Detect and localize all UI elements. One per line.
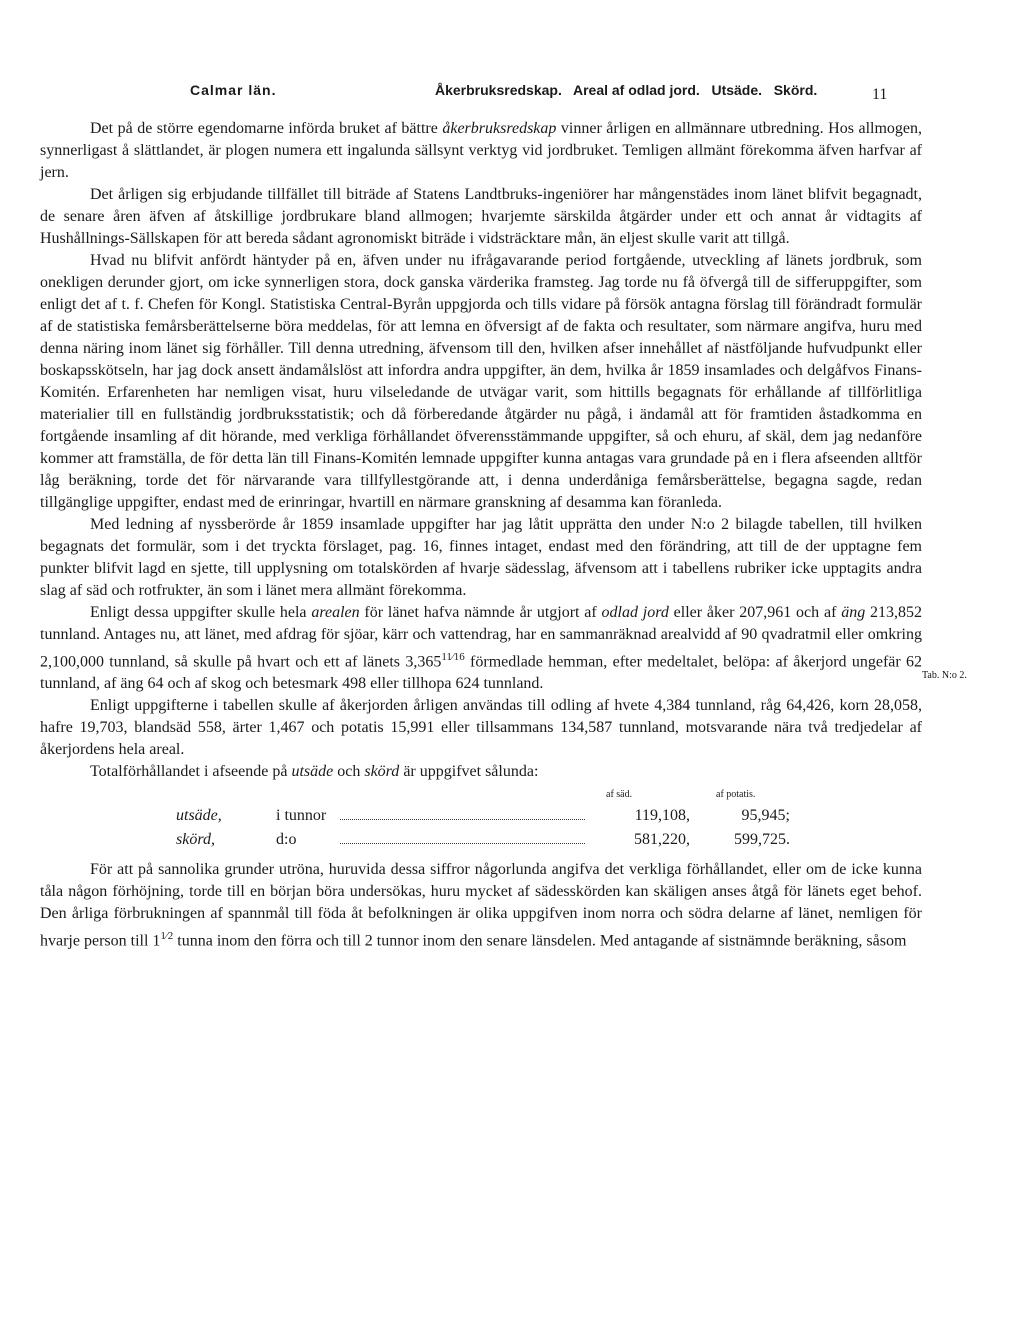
emphasis: äng [841,604,866,621]
emphasis: odlad jord [601,604,669,621]
header-county: Calmar län. [190,82,277,98]
row-value-potato: 599,725. [734,831,790,848]
header-topics: Åkerbruksredskap. Areal af odlad jord. Utsäde. Skörd. [435,82,818,98]
margin-note-table-ref: Tab. N:o 2. [922,670,967,681]
closing-text [40,859,922,952]
leader-dots [340,843,585,844]
table-row [40,831,922,853]
emphasis: åkerbruksredskap [442,120,557,137]
paragraph: Med ledning af nyssberörde år 1859 insamlade uppgifter har jag låtit upprätta den under N:o 2 bilagde tabellen, till hvilken begagnats det formulär, som i det tryckta förslaget, pag. 16, finnes intaget, endast med den förändring, att till de der upptagne fem punkter blifvit lagd en sjette, till upplysning om totalskörden af hvarje sädesslag, äfvensom att i tabellens rubriker icke upptagits andra slag af säd och rotfrukter, än som i länet mera allmänt förekomma. [40,516,922,599]
paragraph: Enligt dessa uppgifter skulle hela arealen för länet hafva nämnde år utgjort af odlad jord eller åker 207,961 och af äng 213,852 tunnland. Antages nu, att länet, med afdrag för sjöar, kärr och vattendrag, har en sammanräknad arealvidd af 90 qvadratmil eller omkring 2,100,000 tunnland, så skulle på hvart och ett af länets $3,365^{11⁄16}$ förmedlade hemman, efter medeltalet, belöpa: af åkerjord ungefär 62 tunnland, af äng 64 och af skog och betesmark 498 eller tillhopa 624 tunnland. [40,604,923,693]
fraction: 11⁄16 [441,651,465,663]
row-label: utsäde, [176,807,222,824]
col-header-grain: af säd. [606,789,633,800]
body-text [40,118,922,783]
row-unit: i tunnor [276,807,327,824]
paragraph: Det årligen sig erbjudande tillfället till biträde af Statens Landtbruks-ingeniörer har mångenstädes inom länet blifvit begagnadt, de senare åren äfven af åtskillige jordbrukare bland allmogen; hvarjemte särskilda åtgärder under ett och annat år vidtagits af Hushållnings-Sällskapen för att bereda sådant agronomiskt biträde i vidsträcktare mån, än eljest skulle varit att tillgå. [40,186,922,247]
paragraph: För att på sannolika grunder utröna, huruvida dessa siffror någorlunda angifva det verkliga förhållandet, eller om de icke kunna tåla någon förhöjning, torde till en början böra undersökas, huru mycket af sädesskörden kan skäligen anses åtgå för länets eget behof. Den årliga förbrukningen af spannmål till föda åt befolkningen är olika uppgifven inom norra och södra delarne af länet, nemligen för hvarje person till $1^{1⁄2}$ tunna inom den förra och till 2 tunnor inom den senare länsdelen. Med antagande af sistnämnde beräkning, såsom [40,861,922,950]
col-header-potato: af potatis. [716,789,756,800]
paragraph: Hvad nu blifvit anfördt häntyder på en, äfven under nu ifrågavarande period fortgående, utveckling af länets jordbruk, som onekligen derunder gjort, om icke synnerligen stora, dock ganska värderika framsteg. Jag torde nu få öfvergå till de sifferuppgifter, som enligt det af t. f. Chefen för Kongl. Statistiska Central-Byrån uppgjorda och tills vidare på försök antagna förslag till förändradt formulär af de statistiska femårsberättelserne böra meddelas, för att lemna en öfversigt af de fakta och resultater, som närmare angifva, huru med denna näring inom länet sig förhåller. Till denna utredning, äfvensom till den, hvilken afser innehållet af nästföljande hufvudpunkt eller boskapsskötseln, har jag dock ansett ändamålslöst att infordra andra uppgifter, än dem, hvilka år 1859 insamlades och delgåfvos Finans-Komitén. Erfarenheten har nemligen visat, huru vilseledande de utvägar varit, som hittills begagnats för erhållande af tillförlitliga materialier till en fullständig jordbruksstatistik; och då förberedande åtgärder nu pågå, i ändamål att för framtiden åstadkomma en fortgående insamling af dit hörande, med verkliga förhållandet öfverensstämmande uppgifter, så och ehuru, af skäl, dem jag nedanföre kommer att framställa, de för detta län till Finans-Komitén lemnade uppgifter kunna antagas vara grundade på en i flera afseenden alltför låg beräkning, torde det för närvarande vara tillfyllestgörande att, i denna underdåniga femårsberättelse, begagna sagde, redan tillgänglige uppgifter, endast med de erinringar, hvartill en närmare granskning af desamma kan föranleda. [40,252,922,511]
table-row [40,807,922,829]
emphasis: arealen [311,604,360,621]
row-unit: d:o [276,831,297,848]
paragraph: Det på de större egendomarne införda bruket af bättre åkerbruksredskap vinner årligen en allmännare utbredning. Hos allmogen, synnerligast å slättlandet, är plogen numera ett ingalunda sällsynt verktyg vid jordbruket. Temligen allmänt förekomma äfven harfvar af jern. [40,120,922,181]
page-header [40,82,984,112]
row-value-grain: 119,108, [634,807,690,824]
leader-dots [340,819,585,820]
emphasis: skörd [364,763,400,781]
emphasis: utsäde [291,763,334,781]
paragraph: Totalförhållandet i afseende på utsäde och skörd är uppgifvet sålunda: [90,763,539,781]
page-number: 11 [872,86,888,103]
row-label: skörd, [176,831,215,848]
row-value-potato: 95,945; [741,807,790,824]
fraction: 1⁄2 [160,930,174,942]
row-value-grain: 581,220, [634,831,690,848]
paragraph: Enligt uppgifterne i tabellen skulle af åkerjorden årligen användas till odling af hvete 4,384 tunnland, råg 64,426, korn 28,058, hafre 19,703, blandsäd 558, ärter 1,467 och potatis 15,991 eller tillsammans 134,587 tunnland, motsvarande nära två tredjedelar af åkerjordens hela areal. [40,697,922,759]
